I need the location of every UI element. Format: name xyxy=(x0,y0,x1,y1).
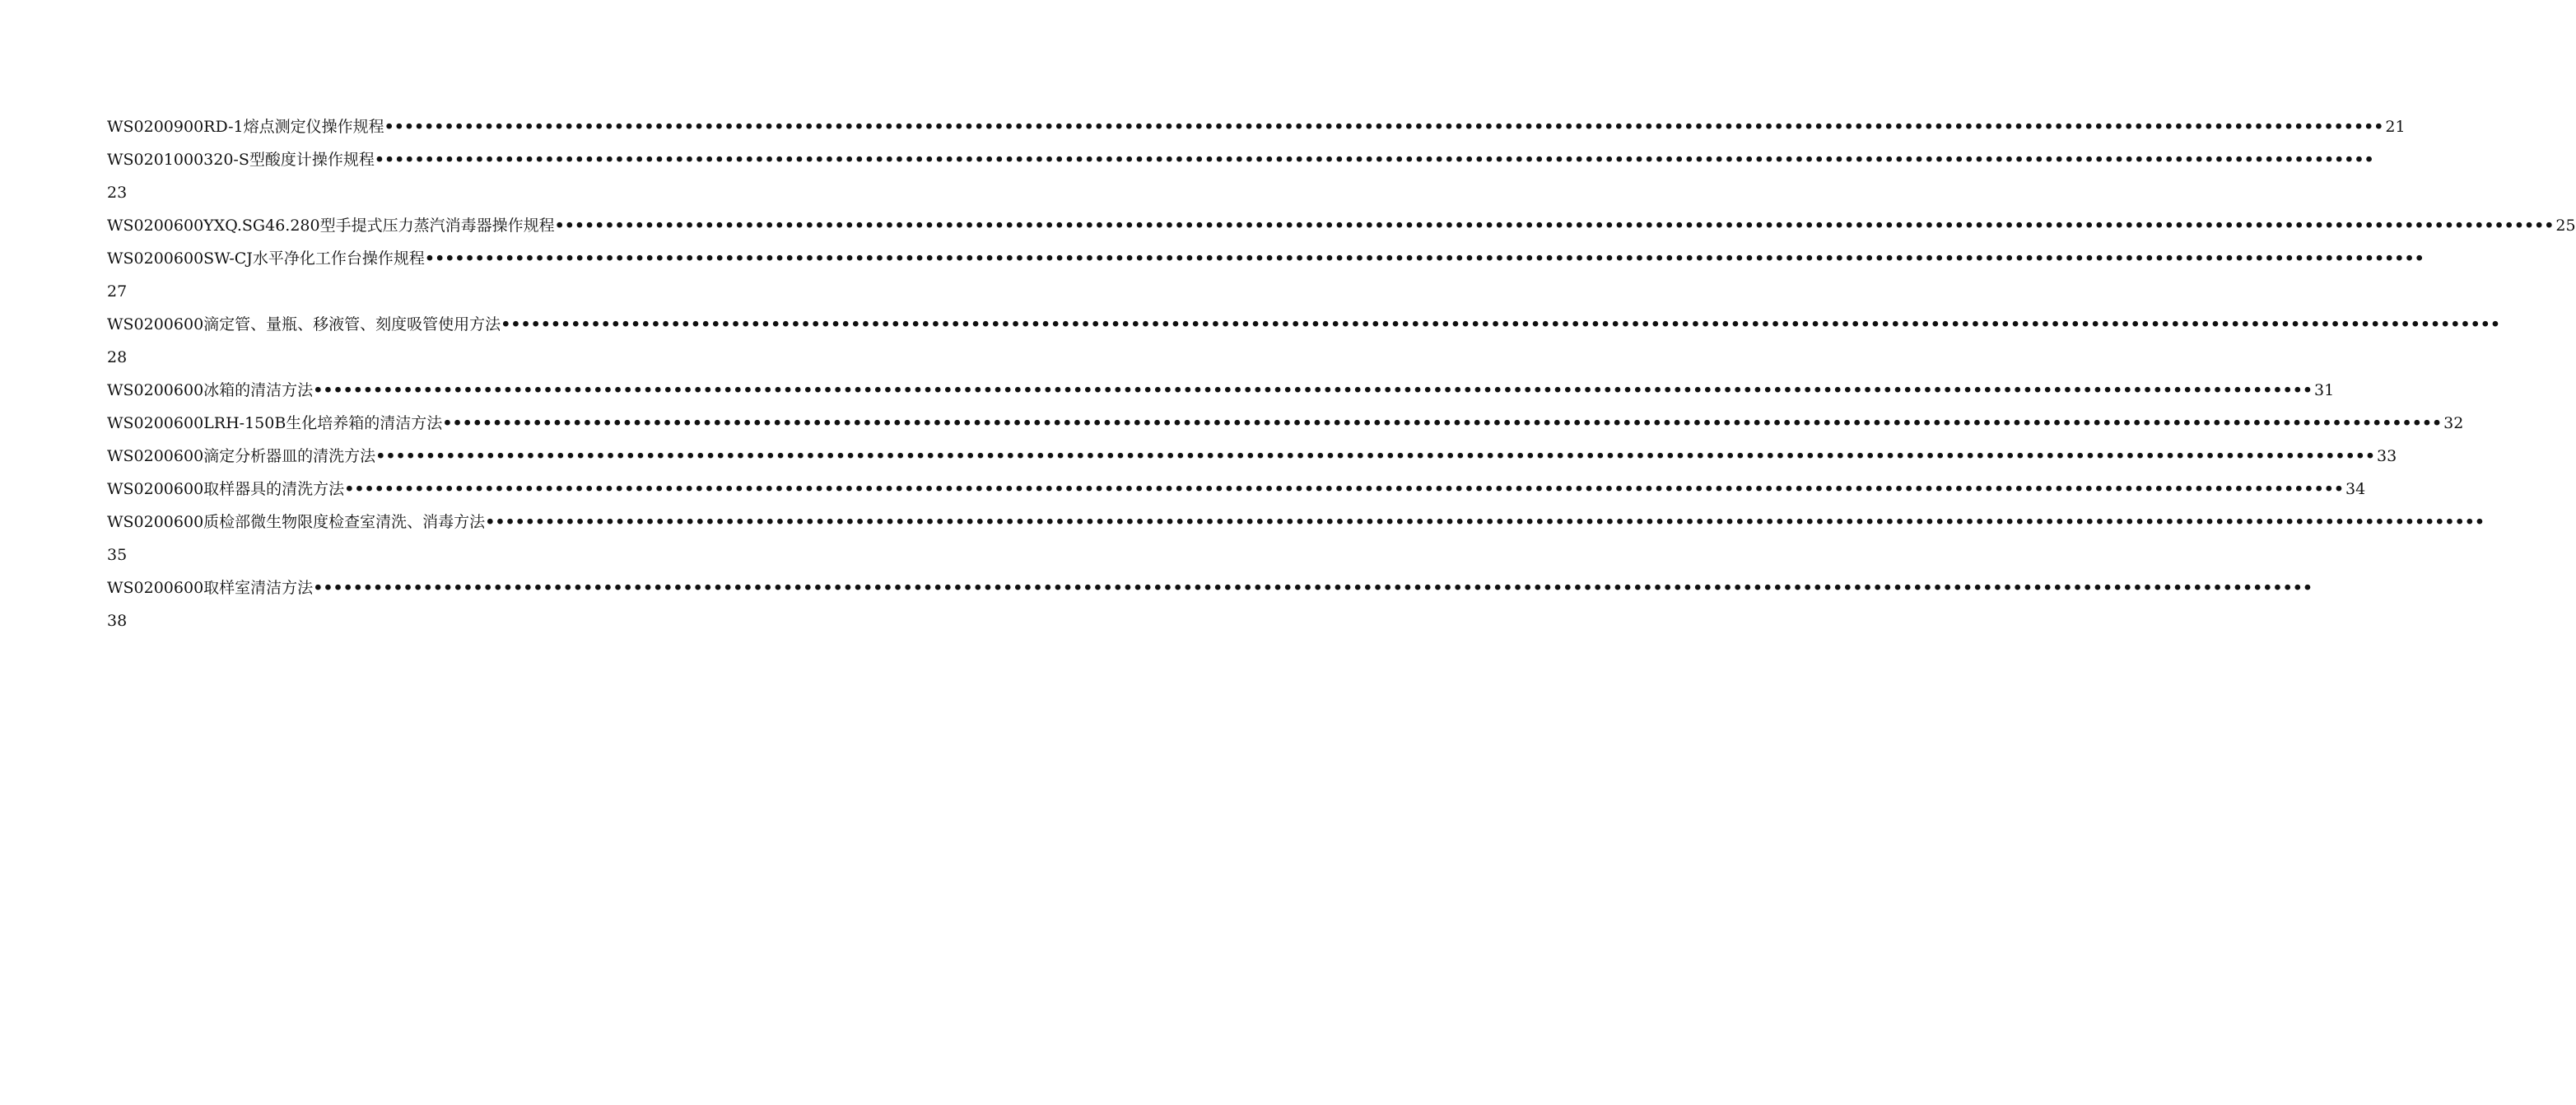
toc-entry-title: RD-1熔点测定仪操作规程 xyxy=(203,118,384,136)
toc-entry-page-number: 21 xyxy=(2385,118,2406,136)
toc-entry-code: WS0200600 xyxy=(107,414,204,432)
toc-entry-code: WS0200600 xyxy=(107,480,204,498)
toc-entry xyxy=(107,440,2397,473)
toc-entry-title: 取样器具的清洗方法 xyxy=(203,480,345,498)
toc-entry-title: LRH-150B生化培养箱的清洁方法 xyxy=(203,414,443,432)
toc-entry-title: 滴定分析器皿的清洗方法 xyxy=(203,447,376,465)
toc-entry xyxy=(107,374,2335,407)
toc-entry-dot-leader: •••••••••••••••••••••••••••••••••••••••••••••••••••••••••••••••••••••••••••••••••••••••••••••••••••••••••••••••••••••••••••••••••••••••••••••••••••••••••••••••••••••••••••••••••••••••••••••••••••••••• xyxy=(344,480,2344,498)
table-of-contents xyxy=(107,110,2576,637)
toc-entry-code: WS0201000 xyxy=(107,151,204,169)
toc-entry xyxy=(107,242,2425,275)
toc-entry-page-number: 34 xyxy=(2345,480,2366,498)
toc-entry-dot-leader: •••••••••••••••••••••••••••••••••••••••••••••••••••••••••••••••••••••••••••••••••••••••••••••••••••••••••••••••••••••••••••••••••••••••••••••••••••••••••••••••••••••••••••••••••••••••••••••••••••••••• xyxy=(313,381,2313,399)
toc-entry xyxy=(107,308,2500,341)
toc-entry-page-number: 25 xyxy=(2555,217,2576,235)
toc-entry-code: WS0200900 xyxy=(107,118,204,136)
toc-entry-dot-leader: •••••••••••••••••••••••••••••••••••••••••••••••••••••••••••••••••••••••••••••••••••••••••••••••••••••••••••••••••••••••••••••••••••••••••••••••••••••••••••••••••••••••••••••••••••••••••••••••••••••••• xyxy=(384,118,2384,136)
toc-entry-title: 质检部微生物限度检查室清洗、消毒方法 xyxy=(203,513,486,531)
toc-entry-dot-leader: •••••••••••••••••••••••••••••••••••••••••••••••••••••••••••••••••••••••••••••••••••••••••••••••••••••••••••••••••••••••••••••••••••••••••••••••••••••••••••••••••••••••••••••••••••••••••••••••••••••••• xyxy=(485,513,2485,531)
toc-entry-page-number: 33 xyxy=(2377,447,2397,465)
toc-entry xyxy=(107,407,2464,440)
toc-entry-title: 320-S型酸度计操作规程 xyxy=(203,151,375,169)
toc-entry-title: 滴定管、量瓶、移液管、刻度吸管使用方法 xyxy=(203,315,501,333)
toc-entry-code: WS0200600 xyxy=(107,381,204,399)
toc-entry-code: WS0200600 xyxy=(107,315,204,333)
toc-entry-code: WS0200600 xyxy=(107,249,204,268)
toc-entry-code: WS0200600 xyxy=(107,447,204,465)
toc-entry-code: WS0200600 xyxy=(107,217,204,235)
toc-entry-title: 取样室清洁方法 xyxy=(203,579,314,597)
toc-entry xyxy=(107,143,2374,176)
toc-entry-page-number: 23 xyxy=(107,184,128,202)
toc-entry-page-number: 38 xyxy=(107,612,128,630)
toc-entry xyxy=(107,209,2576,242)
toc-entry-title: YXQ.SG46.280型手提式压力蒸汽消毒器操作规程 xyxy=(203,217,555,235)
toc-entry-dot-leader: •••••••••••••••••••••••••••••••••••••••••••••••••••••••••••••••••••••••••••••••••••••••••••••••••••••••••••••••••••••••••••••••••••••••••••••••••••••••••••••••••••••••••••••••••••••••••••••••••••••••• xyxy=(424,249,2425,268)
toc-entry-page-number: 32 xyxy=(2443,414,2464,432)
toc-entry-dot-leader: •••••••••••••••••••••••••••••••••••••••••••••••••••••••••••••••••••••••••••••••••••••••••••••••••••••••••••••••••••••••••••••••••••••••••••••••••••••••••••••••••••••••••••••••••••••••••••••••••••••••• xyxy=(501,315,2500,333)
toc-entry xyxy=(107,506,2485,539)
toc-entry-dot-leader: •••••••••••••••••••••••••••••••••••••••••••••••••••••••••••••••••••••••••••••••••••••••••••••••••••••••••••••••••••••••••••••••••••••••••••••••••••••••••••••••••••••••••••••••••••••••••••••••••••••••• xyxy=(313,579,2313,597)
toc-entry-dot-leader: •••••••••••••••••••••••••••••••••••••••••••••••••••••••••••••••••••••••••••••••••••••••••••••••••••••••••••••••••••••••••••••••••••••••••••••••••••••••••••••••••••••••••••••••••••••••••••••••••••••••• xyxy=(554,217,2555,235)
toc-entry-page-number: 28 xyxy=(107,348,128,366)
toc-entry xyxy=(107,571,2313,604)
toc-entry-code: WS0200600 xyxy=(107,513,204,531)
toc-entry-dot-leader: •••••••••••••••••••••••••••••••••••••••••••••••••••••••••••••••••••••••••••••••••••••••••••••••••••••••••••••••••••••••••••••••••••••••••••••••••••••••••••••••••••••••••••••••••••••••••••••••••••••••• xyxy=(374,151,2374,169)
toc-entry-dot-leader: •••••••••••••••••••••••••••••••••••••••••••••••••••••••••••••••••••••••••••••••••••••••••••••••••••••••••••••••••••••••••••••••••••••••••••••••••••••••••••••••••••••••••••••••••••••••••••••••••••••••• xyxy=(442,414,2443,432)
toc-entry-title: SW-CJ水平净化工作台操作规程 xyxy=(203,249,425,268)
toc-entry-title: 冰箱的清洁方法 xyxy=(203,381,314,399)
toc-entry xyxy=(107,473,2366,506)
toc-entry xyxy=(107,110,2406,143)
toc-entry-page-number: 27 xyxy=(107,282,128,301)
toc-entry-dot-leader: •••••••••••••••••••••••••••••••••••••••••••••••••••••••••••••••••••••••••••••••••••••••••••••••••••••••••••••••••••••••••••••••••••••••••••••••••••••••••••••••••••••••••••••••••••••••••••••••••••••••• xyxy=(375,447,2375,465)
toc-entry-page-number: 31 xyxy=(2314,381,2335,399)
toc-entry-page-number: 35 xyxy=(107,546,128,564)
toc-entry-code: WS0200600 xyxy=(107,579,204,597)
